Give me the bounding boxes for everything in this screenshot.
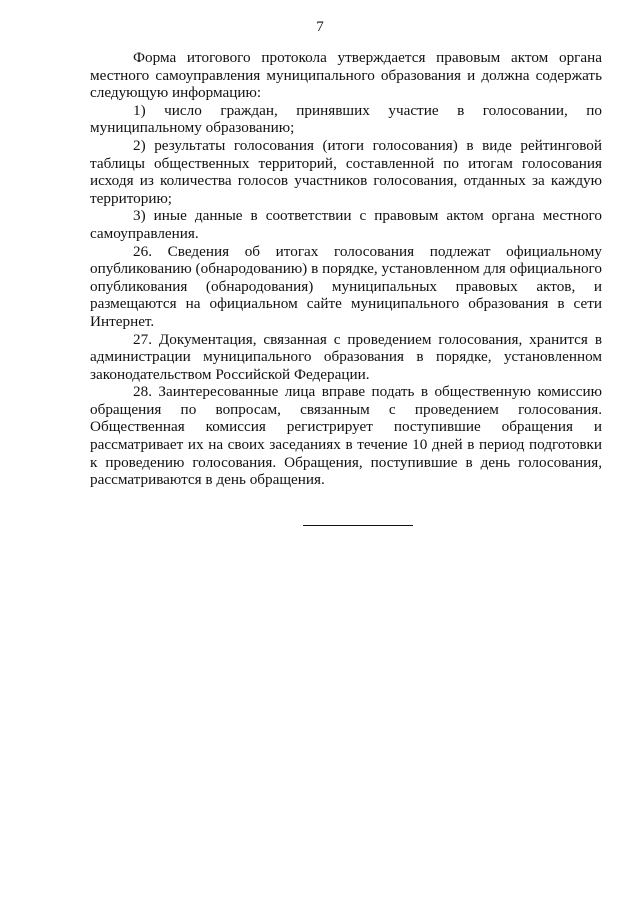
paragraph-28: 28. Заинтересованные лица вправе подать в общественную комиссию обращения по вопросам, связанным с проведением голосования. Общественная комиссия регистрирует поступившие обращения и рассматривает их на своих заседаниях в течение 10 дней в период подготовки к проведению голосования. Обращения, поступившие в день голосования, рассматриваются в день обращения. [90,383,602,489]
page-number: 7 [316,19,324,35]
paragraph-protocol-form: Форма итогового протокола утверждается правовым актом органа местного самоуправления муниципального образования и должна содержать следующую информацию: [90,49,602,102]
paragraph-26: 26. Сведения об итогах голосования подлежат официальному опубликованию (обнародованию) в порядке, установленном для официального опубликования (обнародования) муниципальных правовых актов, и размещаются на официальном сайте муниципального образования в сети Интернет. [90,242,602,330]
end-of-text-divider [303,525,413,526]
paragraph-27: 27. Документация, связанная с проведением голосования, хранится в администрации муниципального образования в порядке, установленном законодательством Российской Федерации. [90,330,602,383]
document-body [90,49,602,489]
paragraph-item-3: 3) иные данные в соответствии с правовым актом органа местного самоуправления. [90,207,602,242]
paragraph-item-2: 2) результаты голосования (итоги голосования) в виде рейтинговой таблицы общественных территорий, составленной по итогам голосования исходя из количества голосов участников голосования, отданных за каждую территорию; [90,136,602,207]
paragraph-item-1: 1) число граждан, принявших участие в голосовании, по муниципальному образованию; [90,101,602,137]
